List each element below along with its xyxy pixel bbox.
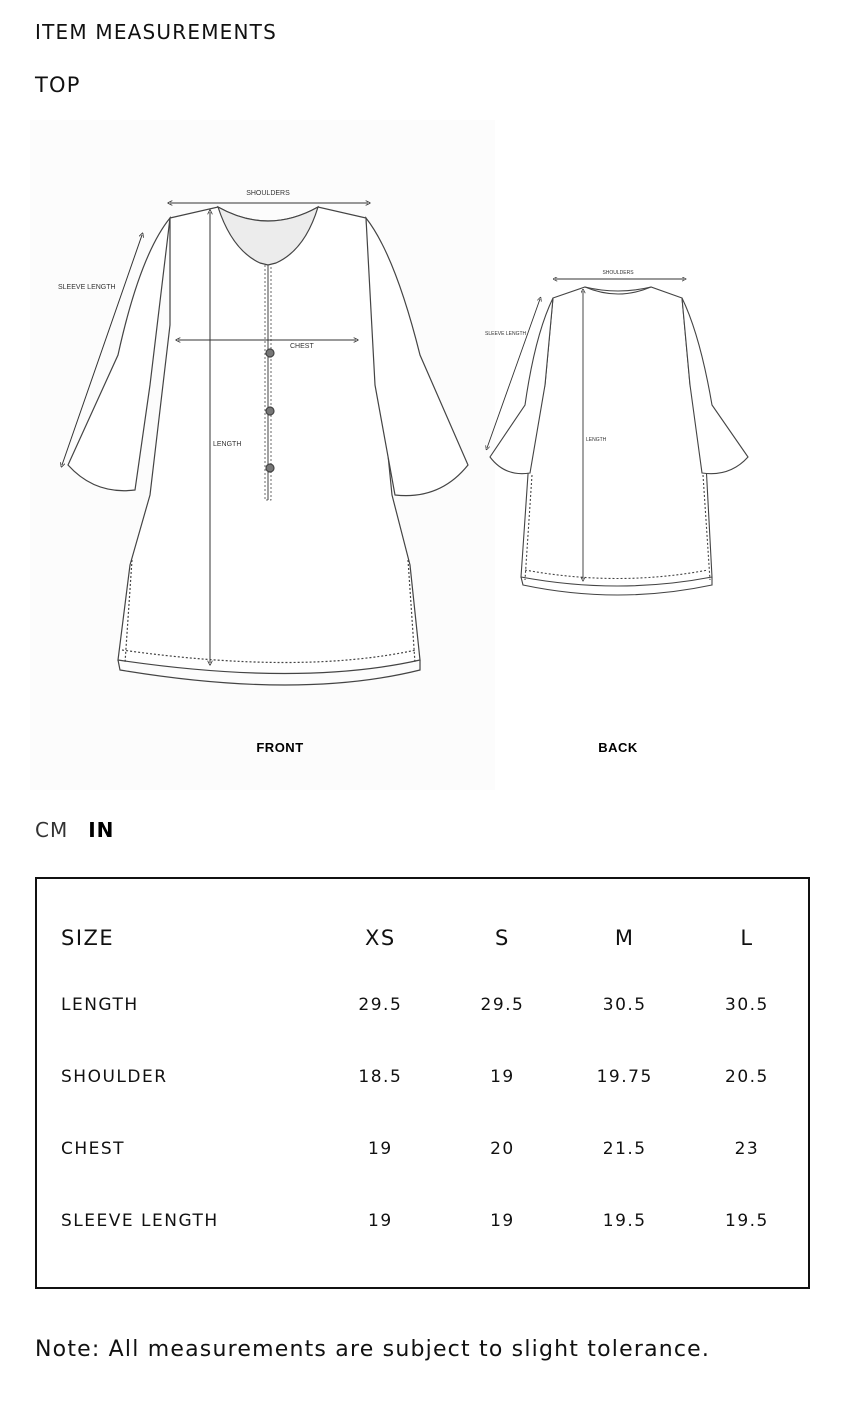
table-cell: 19	[368, 1139, 393, 1159]
table-row	[61, 969, 808, 1041]
section-title: TOP	[35, 73, 81, 97]
garment-illustration	[0, 115, 853, 795]
unit-toggle	[35, 818, 114, 842]
table-cell: 23	[734, 1139, 760, 1159]
page-title: ITEM MEASUREMENTS	[35, 20, 277, 44]
header-xs: XS	[364, 926, 396, 950]
table-cell: 20.5	[725, 1067, 769, 1087]
front-view-label: FRONT	[256, 740, 304, 755]
table-cell: 29.5	[480, 995, 525, 1015]
back-shoulders-label: SHOULDERS	[602, 270, 634, 276]
table-cell: 29.5	[358, 995, 403, 1015]
table-cell: 19.5	[602, 1211, 647, 1231]
table-cell: 19	[490, 1211, 515, 1231]
header-size: SIZE	[61, 926, 115, 950]
header-s: S	[495, 926, 510, 950]
table-cell: 19	[490, 1067, 515, 1087]
table-cell: 30.5	[602, 995, 647, 1015]
front-sleeve-length-label: SLEEVE LENGTH	[58, 284, 116, 291]
size-chart-container	[35, 877, 810, 1289]
back-view-label: BACK	[598, 740, 638, 755]
front-length-label: LENGTH	[213, 441, 242, 448]
unit-in-button[interactable]: IN	[88, 818, 115, 842]
back-garment-drawing	[490, 287, 748, 595]
table-row	[61, 1041, 808, 1113]
row-label: SHOULDER	[61, 1067, 168, 1087]
size-chart-table	[61, 907, 808, 1257]
table-row	[61, 1185, 808, 1257]
table-cell: 21.5	[602, 1139, 647, 1159]
back-length-label: LENGTH	[586, 437, 607, 443]
tolerance-note: Note: All measurements are subject to slight tolerance.	[35, 1337, 711, 1362]
row-label: SLEEVE LENGTH	[61, 1211, 219, 1231]
row-label: CHEST	[61, 1139, 126, 1159]
row-label: LENGTH	[61, 995, 139, 1015]
table-row	[61, 1113, 808, 1185]
unit-cm-button[interactable]: CM	[35, 818, 69, 842]
table-cell: 19.5	[725, 1211, 769, 1231]
front-chest-label: CHEST	[290, 343, 314, 350]
front-shoulders-label: SHOULDERS	[246, 190, 290, 197]
table-cell: 20	[490, 1139, 515, 1159]
table-cell: 30.5	[725, 995, 769, 1015]
back-sleeve-length-label: SLEEVE LENGTH	[485, 331, 527, 337]
header-l: L	[740, 926, 754, 950]
table-cell: 19.75	[596, 1067, 653, 1087]
header-m: M	[614, 926, 635, 950]
table-cell: 19	[368, 1211, 393, 1231]
table-cell: 18.5	[358, 1067, 403, 1087]
table-header-row	[61, 907, 808, 969]
